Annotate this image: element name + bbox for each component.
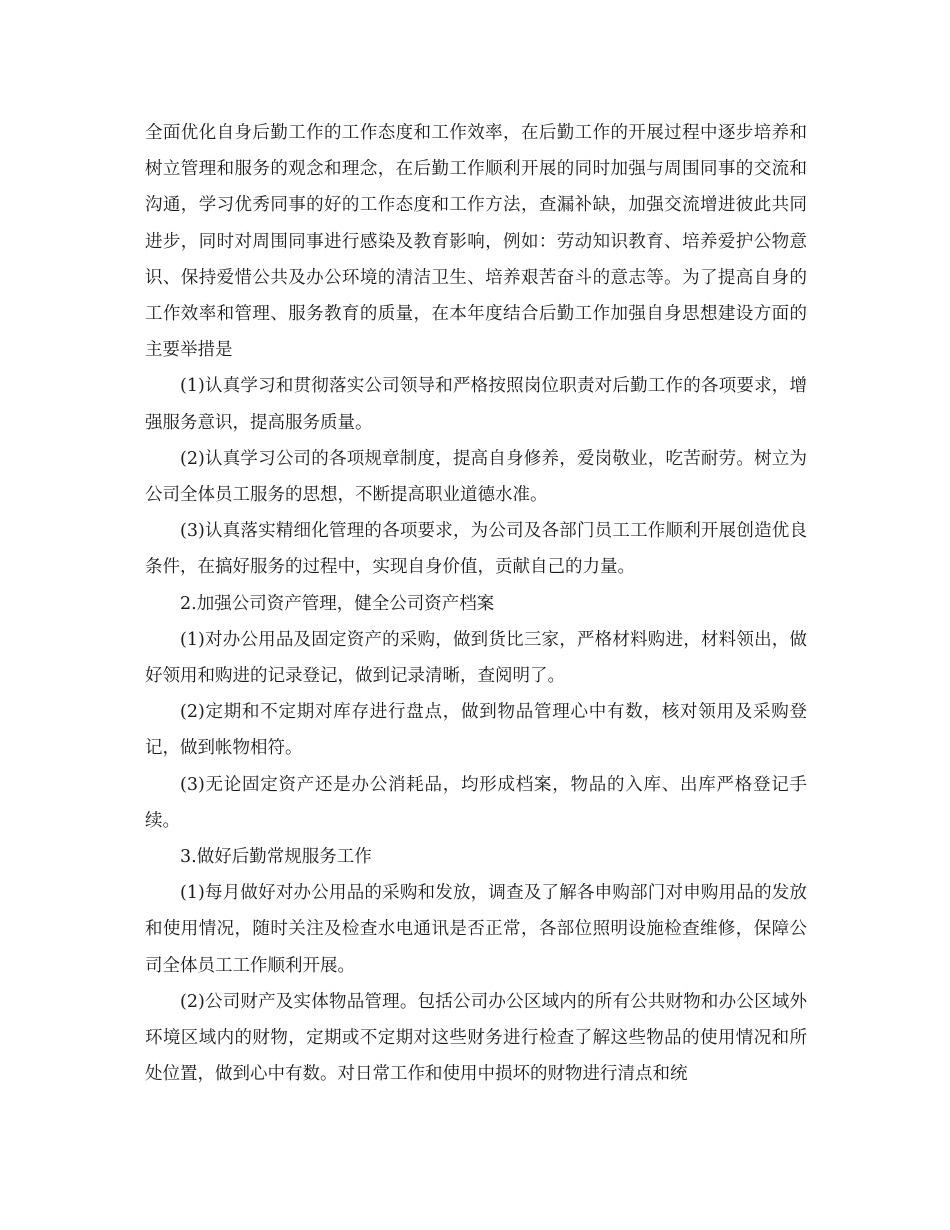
section-heading-3: 3.做好后勤常规服务工作 <box>180 847 372 868</box>
paragraph-intro: 全面优化自身后勤工作的工作态度和工作效率，在后勤工作的开展过程中逐步培养和树立管理和服务的观念和理念，在后勤工作顺利开展的同时加强与周围同事的交流和沟通，学习优秀同事的好的工作态度和工作方法，查漏补缺，加强交流增进彼此共同进步，同时对周围同事进行感染及教育影响，例如：劳动知识教育、培养爱护公物意识、保持爱惜公共及办公环境的清洁卫生、培养艰苦奋斗的意志等。为了提高自身的工作效率和管理、服务教育的质量，在本年度结合后勤工作加强自身思想建设方面的主要举措是 <box>145 123 807 361</box>
section-heading-2: 2.加强公司资产管理，健全公司资产档案 <box>180 593 495 614</box>
paragraph-item-3-2: (2)公司财产及实体物品管理。包括公司办公区域内的所有公共财物和办公区域外环境区域内的财物，定期或不定期对这些财务进行检查了解这些物品的使用情况和所处位置，做到心中有数。对日常工作和使用中损坏的财物进行清点和统 <box>145 991 807 1085</box>
paragraph-item-1-2: (2)认真学习公司的各项规章制度，提高自身修养，爱岗敬业，吃苦耐劳。树立为公司全体员工服务的思想，不断提高职业道德水准。 <box>145 448 807 506</box>
paragraph-item-1-1: (1)认真学习和贯彻落实公司领导和严格按照岗位职责对后勤工作的各项要求，增强服务意识，提高服务质量。 <box>145 376 807 433</box>
document-body <box>145 115 807 1092</box>
paragraph-item-2-3: (3)无论固定资产还是办公消耗品，均形成档案，物品的入库、出库严格登记手续。 <box>145 774 807 831</box>
paragraph-item-2-1: (1)对办公用品及固定资产的采购，做到货比三家，严格材料购进，材料领出，做好领用和购进的记录登记，做到记录清晰，查阅明了。 <box>145 629 807 687</box>
paragraph-item-2-2: (2)定期和不定期对库存进行盘点，做到物品管理心中有数，核对领用及采购登记，做到帐物相符。 <box>145 702 807 759</box>
paragraph-item-3-1: (1)每月做好对办公用品的采购和发放，调查及了解各申购部门对申购用品的发放和使用情况，随时关注及检查水电通讯是否正常，各部位照明设施检查维修，保障公司全体员工工作顺利开展。 <box>145 883 807 976</box>
paragraph-item-1-3: (3)认真落实精细化管理的各项要求，为公司及各部门员工工作顺利开展创造优良条件，在搞好服务的过程中，实现自身价值，贡献自己的力量。 <box>145 521 807 578</box>
